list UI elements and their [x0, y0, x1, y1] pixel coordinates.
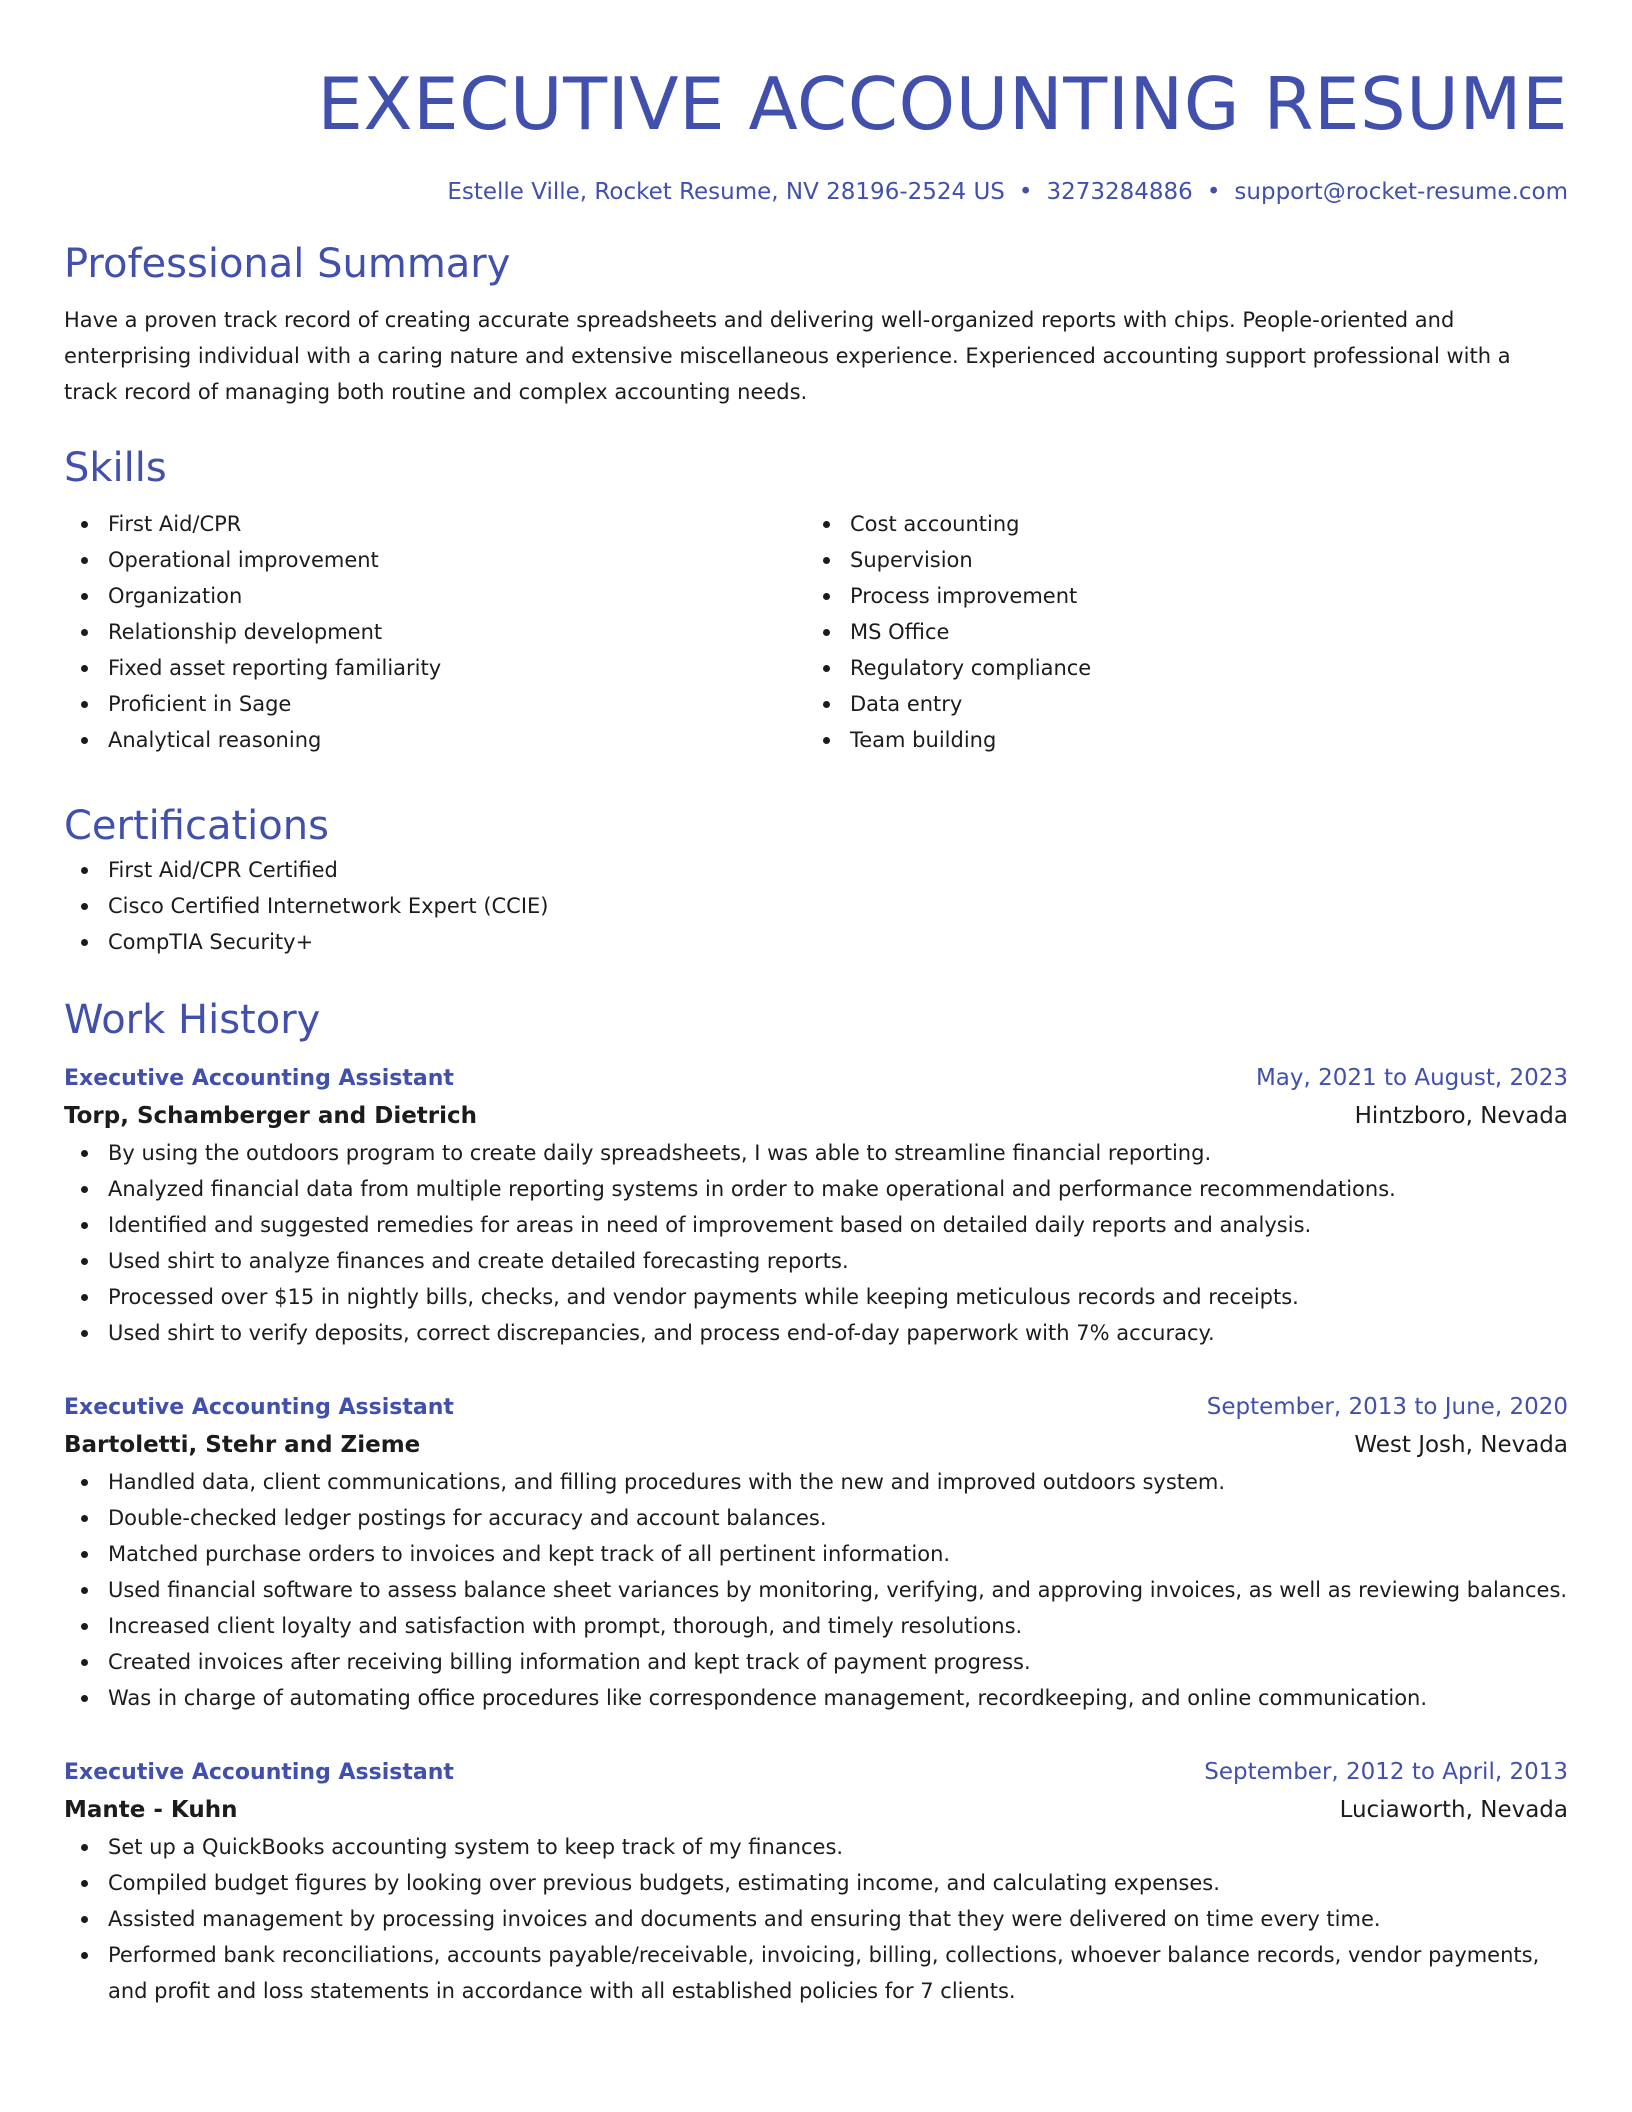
- job-dates: September, 2013 to June, 2020: [1206, 1394, 1568, 1420]
- skill-item: MS Office: [806, 614, 1548, 650]
- job-entry: [64, 1389, 1568, 1716]
- job-location: Hintzboro, Nevada: [1354, 1103, 1568, 1129]
- skill-item: Operational improvement: [64, 542, 806, 578]
- job-duty: Used shirt to verify deposits, correct discrepancies, and process end-of-day paperwork with 7% accuracy.: [64, 1315, 1568, 1351]
- resume-title: EXECUTIVE ACCOUNTING RESUME: [317, 62, 1568, 146]
- job-duty: Analyzed financial data from multiple reporting systems in order to make operational and performance recommendations.: [64, 1171, 1568, 1207]
- job-dates: May, 2021 to August, 2023: [1255, 1065, 1568, 1091]
- job-duty: Was in charge of automating office procedures like correspondence management, recordkeeping, and online communication.: [64, 1680, 1568, 1716]
- job-duty: By using the outdoors program to create daily spreadsheets, I was able to streamline financial reporting.: [64, 1135, 1568, 1171]
- skill-item: Supervision: [806, 542, 1548, 578]
- job-duty: Handled data, client communications, and filling procedures with the new and improved outdoors system.: [64, 1464, 1568, 1500]
- contact-phone: 3273284886: [1046, 179, 1193, 205]
- skill-item: Regulatory compliance: [806, 650, 1548, 686]
- work-history-heading: Work History: [64, 997, 321, 1043]
- job-company: Mante - Kuhn: [64, 1797, 238, 1823]
- job-duties-list: [64, 1135, 1568, 1351]
- job-dates: September, 2012 to April, 2013: [1204, 1759, 1568, 1785]
- job-company-row: [64, 1426, 1568, 1464]
- job-location: West Josh, Nevada: [1354, 1432, 1568, 1458]
- skill-item: Analytical reasoning: [64, 722, 806, 758]
- summary-text: Have a proven track record of creating accurate spreadsheets and delivering well-organized reports with chips. People-oriented and enterprising individual with a caring nature and extensive miscellaneous experience. Experienced accounting support professional with a track record of managing both routine and complex accounting needs.: [64, 308, 1511, 404]
- certifications-list: [64, 852, 1568, 960]
- job-duty: Matched purchase orders to invoices and kept track of all pertinent information.: [64, 1536, 1568, 1572]
- job-title-row: [64, 1754, 1568, 1791]
- summary-heading: Professional Summary: [64, 241, 511, 287]
- job-duty: Assisted management by processing invoices and documents and ensuring that they were delivered on time every time.: [64, 1901, 1568, 1937]
- skill-item: First Aid/CPR: [64, 506, 806, 542]
- contact-separator: •: [1206, 179, 1221, 205]
- skills-list-left: [64, 506, 806, 758]
- resume-page: [64, 0, 1568, 2009]
- skill-item: Relationship development: [64, 614, 806, 650]
- job-title-row: [64, 1060, 1568, 1097]
- job-duty: Increased client loyalty and satisfaction with prompt, thorough, and timely resolutions.: [64, 1608, 1568, 1644]
- contact-address: Estelle Ville, Rocket Resume, NV 28196-2524 US: [447, 179, 1005, 205]
- certifications-heading: Certifications: [64, 803, 329, 849]
- skill-item: Data entry: [806, 686, 1548, 722]
- job-duty: Created invoices after receiving billing information and kept track of payment progress.: [64, 1644, 1568, 1680]
- job-entry: [64, 1060, 1568, 1351]
- job-company: Bartoletti, Stehr and Zieme: [64, 1432, 421, 1458]
- job-title: Executive Accounting Assistant: [64, 1395, 454, 1420]
- certification-item: First Aid/CPR Certified: [64, 852, 1568, 888]
- skills-heading: Skills: [64, 445, 167, 491]
- job-duties-list: [64, 1464, 1568, 1716]
- contact-line: [64, 176, 1568, 208]
- skill-item: Process improvement: [806, 578, 1548, 614]
- certification-item: Cisco Certified Internetwork Expert (CCIE): [64, 888, 1568, 924]
- job-duty: Used financial software to assess balance sheet variances by monitoring, verifying, and approving invoices, as well as reviewing balances.: [64, 1572, 1568, 1608]
- job-duty: Double-checked ledger postings for accuracy and account balances.: [64, 1500, 1568, 1536]
- job-duty: Performed bank reconciliations, accounts payable/receivable, invoicing, billing, collections, whoever balance records, vendor payments, and profit and loss statements in accordance with all established policies for 7 clients.: [64, 1937, 1568, 2009]
- skill-item: Team building: [806, 722, 1548, 758]
- contact-email: support@rocket-resume.com: [1234, 179, 1568, 205]
- job-company: Torp, Schamberger and Dietrich: [64, 1103, 478, 1129]
- skill-item: Fixed asset reporting familiarity: [64, 650, 806, 686]
- job-title: Executive Accounting Assistant: [64, 1760, 454, 1785]
- job-duty: Compiled budget figures by looking over previous budgets, estimating income, and calculating expenses.: [64, 1865, 1568, 1901]
- job-duties-list: [64, 1829, 1568, 2009]
- certification-item: CompTIA Security+: [64, 924, 1568, 960]
- skill-item: Cost accounting: [806, 506, 1548, 542]
- skills-grid: [64, 506, 1568, 758]
- skills-list-right: [806, 506, 1548, 758]
- job-duty: Identified and suggested remedies for areas in need of improvement based on detailed daily reports and analysis.: [64, 1207, 1568, 1243]
- job-duty: Set up a QuickBooks accounting system to keep track of my finances.: [64, 1829, 1568, 1865]
- skill-item: Proficient in Sage: [64, 686, 806, 722]
- job-company-row: [64, 1097, 1568, 1135]
- job-company-row: [64, 1791, 1568, 1829]
- job-duty: Processed over $15 in nightly bills, checks, and vendor payments while keeping meticulous records and receipts.: [64, 1279, 1568, 1315]
- job-duty: Used shirt to analyze finances and create detailed forecasting reports.: [64, 1243, 1568, 1279]
- job-title-row: [64, 1389, 1568, 1426]
- job-location: Luciaworth, Nevada: [1339, 1797, 1568, 1823]
- job-entry: [64, 1754, 1568, 2009]
- contact-separator: •: [1018, 179, 1033, 205]
- skill-item: Organization: [64, 578, 806, 614]
- job-title: Executive Accounting Assistant: [64, 1066, 454, 1091]
